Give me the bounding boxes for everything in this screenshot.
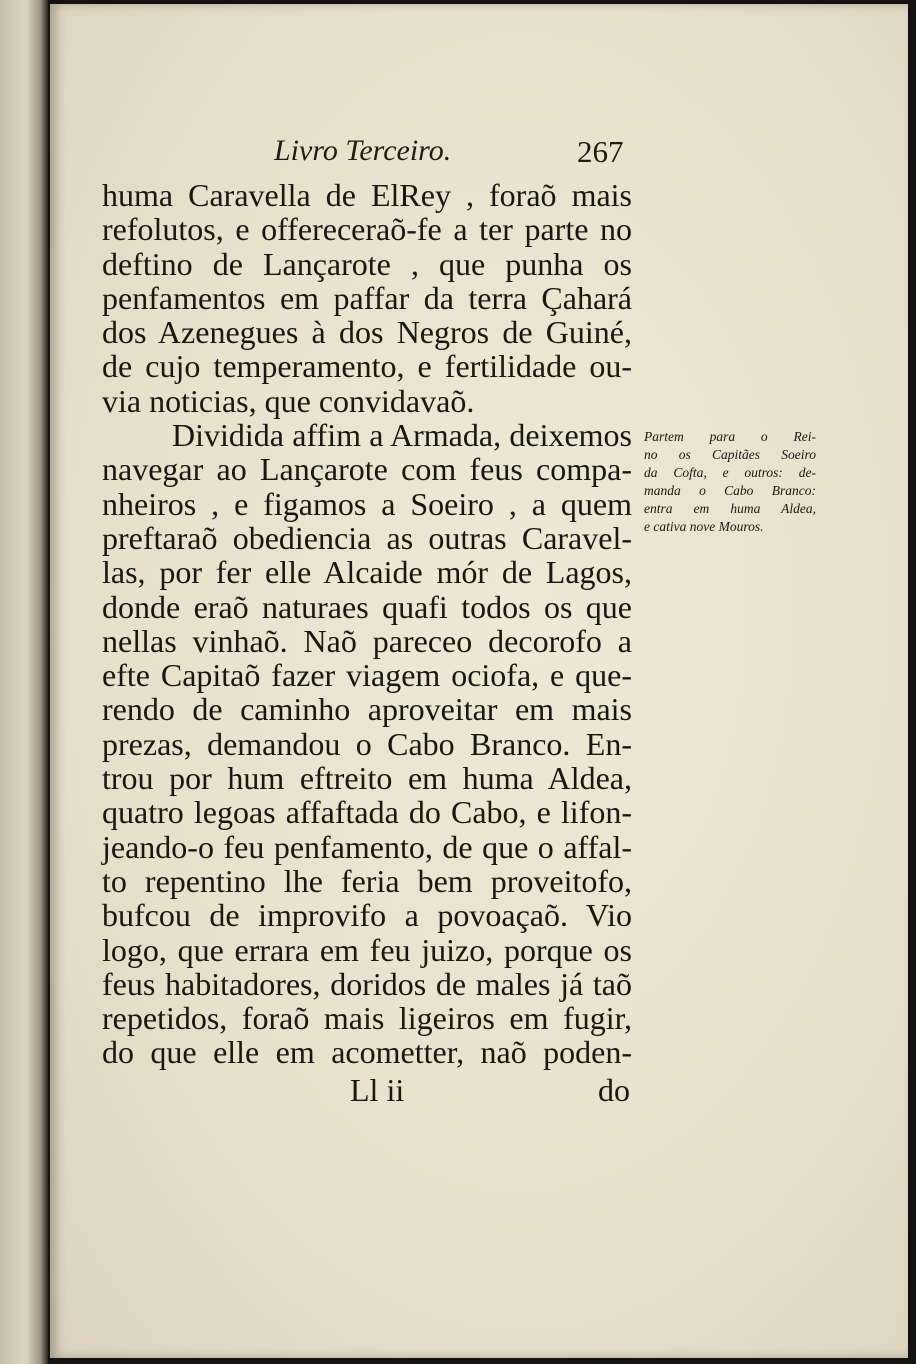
text-line: navegar ao Lançarote com feus compa-: [102, 451, 632, 488]
text-line: to repentino lhe feria bem proveitofo,: [102, 862, 632, 899]
text-line: trou por hum eftreito em huma Aldea,: [102, 760, 632, 797]
margin-note-line: no os Capitães Soeiro: [644, 447, 816, 462]
text-line: donde eraõ naturaes quafi todos os que: [102, 588, 632, 625]
book-page: [50, 4, 908, 1358]
facing-page-edge: [0, 0, 48, 1364]
text-line: prezas, demandou o Cabo Branco. En-: [102, 725, 632, 762]
text-line: Dividida affim a Armada, deixemos: [172, 417, 632, 454]
text-line: nheiros , e figamos a Soeiro , a quem: [102, 485, 632, 522]
text-line: repetidos, foraõ mais ligeiros em fugir,: [102, 1000, 632, 1037]
text-line: rendo de caminho aproveitar em mais: [102, 691, 632, 728]
text-line: de cujo temperamento, e fertilidade ou-: [102, 348, 632, 385]
text-line: nellas vinhaõ. Naõ pareceo decorofo a: [102, 622, 632, 659]
catchword: do: [598, 1072, 630, 1108]
text-line: penfamentos em paffar da terra Çahará: [102, 279, 632, 316]
text-line: jeando-o feu penfamento, de que o affal-: [102, 828, 632, 865]
text-line: dos Azenegues à dos Negros de Guiné,: [102, 314, 632, 351]
text-line: preftaraõ obediencia as outras Caravel-: [102, 519, 632, 556]
margin-note-line: entra em huma Aldea,: [644, 501, 816, 516]
text-line: huma Caravella de ElRey , foraõ mais: [102, 177, 632, 213]
text-line: deftino de Lançarote , que punha os: [102, 245, 632, 282]
text-line: bufcou de improvifo a povoaçaõ. Vio: [102, 897, 632, 934]
catchline: [102, 1072, 632, 1108]
text-line: via noticias, que convidavaõ.: [102, 382, 475, 419]
body-text: [102, 178, 632, 1070]
signature-mark: Ll ii: [350, 1072, 405, 1108]
page-number: 267: [577, 134, 624, 169]
text-line: las, por fer elle Alcaide mór de Lagos,: [102, 554, 632, 591]
text-line: refolutos, e offereceraõ-fe a ter parte no: [102, 211, 632, 248]
margin-note-line: Partem para o Rei-: [644, 429, 816, 444]
text-line: efte Capitaõ fazer viagem ociofa, e que-: [102, 657, 632, 694]
margin-note: [644, 428, 816, 536]
margin-note-line: manda o Cabo Branco:: [644, 483, 816, 498]
text-line: feus habitadores, doridos de males já taõ: [102, 965, 632, 1002]
text-line: do que elle em acometter, naõ poden-: [102, 1034, 632, 1071]
text-line: quatro legoas affaftada do Cabo, e lifon-: [102, 794, 632, 831]
margin-note-line: e cativa nove Mouros.: [644, 519, 764, 534]
page-header: [50, 134, 908, 174]
text-line: logo, que errara em feu juizo, porque os: [102, 931, 632, 968]
running-title: Livro Terceiro.: [274, 134, 452, 167]
margin-note-line: da Cofta, e outros: de-: [644, 465, 816, 480]
